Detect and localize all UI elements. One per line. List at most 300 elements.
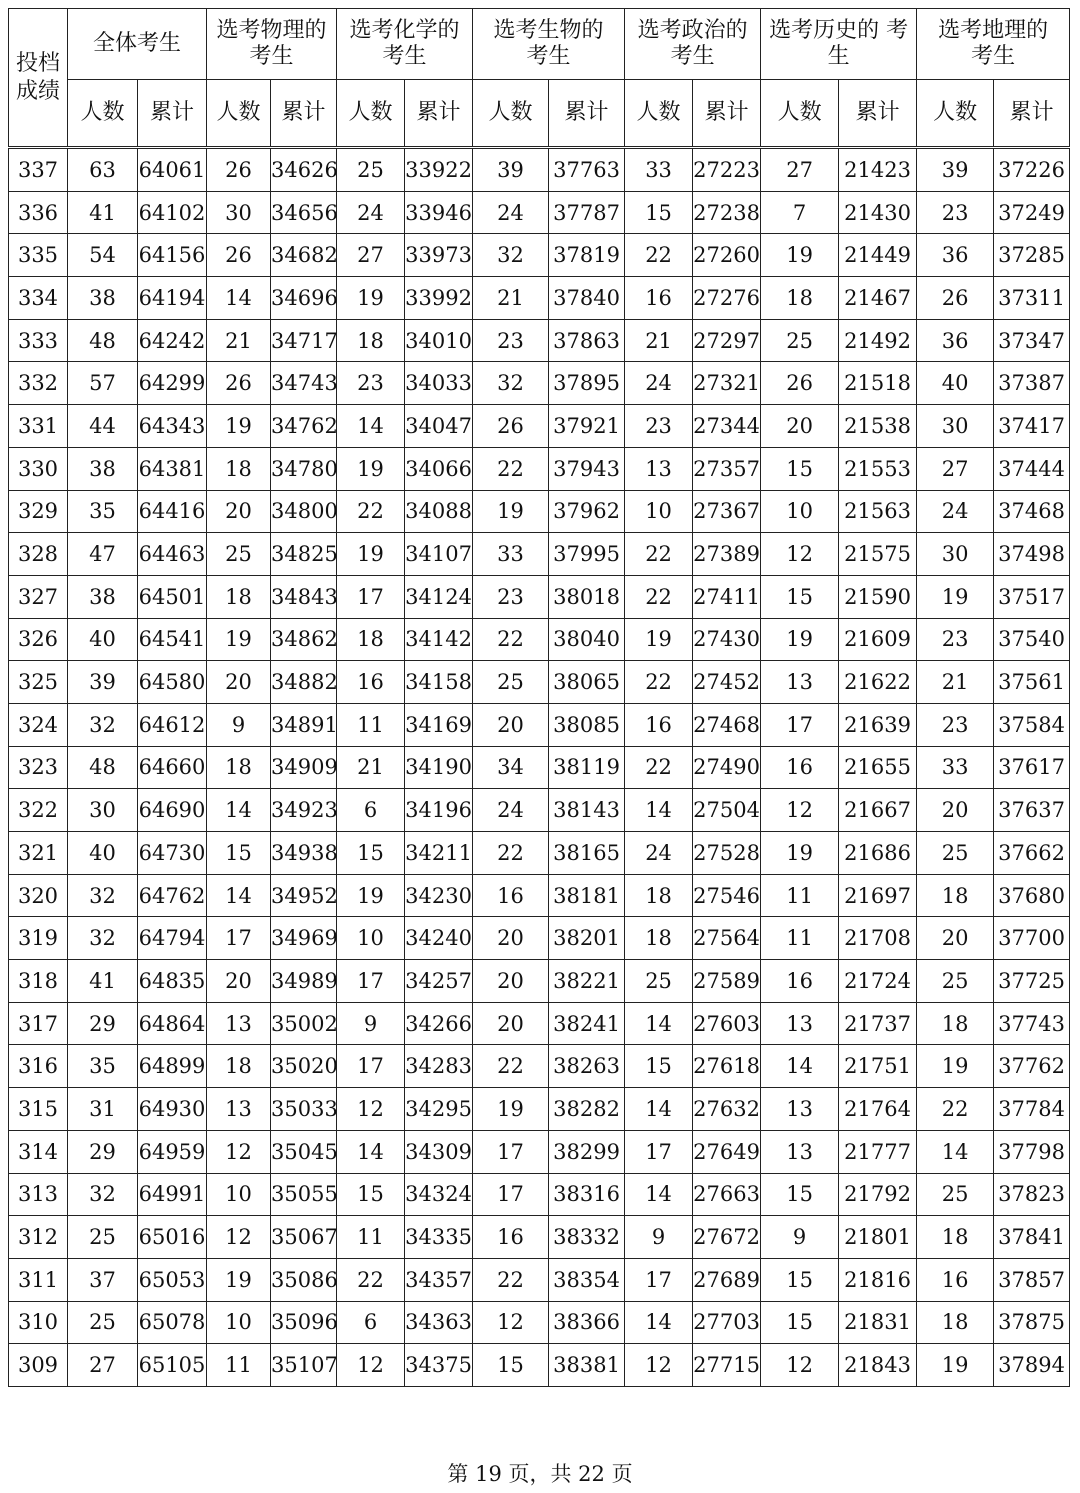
cumulative-cell: 27663 bbox=[693, 1173, 761, 1216]
count-cell: 17 bbox=[337, 1045, 405, 1088]
count-cell: 19 bbox=[207, 618, 271, 661]
score-cell: 310 bbox=[9, 1301, 68, 1344]
count-cell: 23 bbox=[917, 618, 994, 661]
group-header-line: 考生 bbox=[382, 44, 427, 69]
count-cell: 25 bbox=[917, 1173, 994, 1216]
count-cell: 14 bbox=[761, 1045, 839, 1088]
count-cell: 40 bbox=[68, 832, 138, 875]
cumulative-cell: 64580 bbox=[138, 661, 207, 704]
cumulative-header: 累计 bbox=[271, 80, 337, 148]
cumulative-cell: 37762 bbox=[994, 1045, 1070, 1088]
count-cell: 32 bbox=[68, 1173, 138, 1216]
group-header-3 bbox=[337, 9, 473, 80]
score-cell: 321 bbox=[9, 832, 68, 875]
count-cell: 19 bbox=[761, 832, 839, 875]
count-cell: 14 bbox=[337, 405, 405, 448]
count-cell: 30 bbox=[917, 533, 994, 576]
cumulative-cell: 38263 bbox=[549, 1045, 625, 1088]
group-header-line: 选考物理的 bbox=[216, 18, 327, 43]
cumulative-cell: 34088 bbox=[405, 490, 473, 533]
count-cell: 22 bbox=[625, 575, 693, 618]
cumulative-cell: 64463 bbox=[138, 533, 207, 576]
count-cell: 47 bbox=[68, 533, 138, 576]
score-cell: 314 bbox=[9, 1130, 68, 1173]
cumulative-cell: 34780 bbox=[271, 447, 337, 490]
cumulative-cell: 37819 bbox=[549, 234, 625, 277]
table-header bbox=[9, 9, 1070, 148]
count-cell: 22 bbox=[625, 746, 693, 789]
cumulative-cell: 27564 bbox=[693, 917, 761, 960]
count-cell: 30 bbox=[207, 191, 271, 234]
score-column-header-line: 成绩 bbox=[15, 78, 60, 104]
cumulative-cell: 21655 bbox=[839, 746, 917, 789]
cumulative-cell: 64242 bbox=[138, 319, 207, 362]
count-cell: 22 bbox=[473, 447, 549, 490]
cumulative-cell: 64061 bbox=[138, 148, 207, 192]
count-cell: 18 bbox=[917, 1002, 994, 1045]
count-cell: 23 bbox=[625, 405, 693, 448]
cumulative-cell: 37725 bbox=[994, 960, 1070, 1003]
count-cell: 15 bbox=[625, 1045, 693, 1088]
group-header-line: 选考化学的 bbox=[349, 18, 460, 43]
count-cell: 31 bbox=[68, 1088, 138, 1131]
count-cell: 38 bbox=[68, 277, 138, 320]
cumulative-cell: 27411 bbox=[693, 575, 761, 618]
score-cell: 326 bbox=[9, 618, 68, 661]
cumulative-cell: 34882 bbox=[271, 661, 337, 704]
cumulative-cell: 34283 bbox=[405, 1045, 473, 1088]
score-cell: 317 bbox=[9, 1002, 68, 1045]
cumulative-cell: 34142 bbox=[405, 618, 473, 661]
cumulative-cell: 34240 bbox=[405, 917, 473, 960]
cumulative-cell: 38040 bbox=[549, 618, 625, 661]
count-cell: 35 bbox=[68, 1045, 138, 1088]
group-header-line: 考生 bbox=[249, 44, 294, 69]
cumulative-cell: 38065 bbox=[549, 661, 625, 704]
cumulative-cell: 38241 bbox=[549, 1002, 625, 1045]
count-header: 人数 bbox=[761, 80, 839, 148]
cumulative-cell: 64864 bbox=[138, 1002, 207, 1045]
score-cell: 323 bbox=[9, 746, 68, 789]
cumulative-cell: 37285 bbox=[994, 234, 1070, 277]
count-cell: 6 bbox=[337, 789, 405, 832]
cumulative-cell: 21686 bbox=[839, 832, 917, 875]
count-cell: 11 bbox=[761, 917, 839, 960]
cumulative-cell: 37540 bbox=[994, 618, 1070, 661]
cumulative-cell: 37561 bbox=[994, 661, 1070, 704]
count-cell: 16 bbox=[337, 661, 405, 704]
count-cell: 14 bbox=[625, 1088, 693, 1131]
count-cell: 17 bbox=[625, 1258, 693, 1301]
count-cell: 19 bbox=[337, 533, 405, 576]
table-row bbox=[9, 746, 1070, 789]
count-cell: 12 bbox=[337, 1088, 405, 1131]
count-cell: 12 bbox=[207, 1216, 271, 1259]
cumulative-cell: 34800 bbox=[271, 490, 337, 533]
count-cell: 22 bbox=[473, 1258, 549, 1301]
count-cell: 12 bbox=[625, 1344, 693, 1387]
count-cell: 27 bbox=[68, 1344, 138, 1387]
count-cell: 19 bbox=[473, 490, 549, 533]
count-cell: 16 bbox=[761, 746, 839, 789]
count-cell: 32 bbox=[68, 703, 138, 746]
group-header-2 bbox=[207, 9, 337, 80]
count-cell: 19 bbox=[337, 874, 405, 917]
table-row bbox=[9, 277, 1070, 320]
cumulative-cell: 34196 bbox=[405, 789, 473, 832]
count-cell: 24 bbox=[625, 362, 693, 405]
group-header-line: 选考生物的 bbox=[493, 18, 604, 43]
group-header-line: 生 bbox=[827, 44, 850, 69]
cumulative-cell: 34717 bbox=[271, 319, 337, 362]
count-cell: 13 bbox=[761, 661, 839, 704]
count-cell: 36 bbox=[917, 319, 994, 362]
header-group-row bbox=[9, 9, 1070, 80]
count-cell: 20 bbox=[207, 960, 271, 1003]
cumulative-cell: 21708 bbox=[839, 917, 917, 960]
count-cell: 29 bbox=[68, 1002, 138, 1045]
score-distribution-table-wrapper bbox=[8, 8, 1069, 1387]
count-cell: 15 bbox=[761, 447, 839, 490]
count-cell: 19 bbox=[917, 1344, 994, 1387]
cumulative-cell: 37894 bbox=[994, 1344, 1070, 1387]
cumulative-cell: 34626 bbox=[271, 148, 337, 192]
table-row bbox=[9, 1173, 1070, 1216]
count-cell: 16 bbox=[473, 1216, 549, 1259]
group-header-6 bbox=[761, 9, 917, 80]
cumulative-cell: 34862 bbox=[271, 618, 337, 661]
count-cell: 18 bbox=[761, 277, 839, 320]
table-row bbox=[9, 661, 1070, 704]
cumulative-cell: 64299 bbox=[138, 362, 207, 405]
score-cell: 335 bbox=[9, 234, 68, 277]
count-cell: 9 bbox=[207, 703, 271, 746]
score-cell: 320 bbox=[9, 874, 68, 917]
count-cell: 11 bbox=[207, 1344, 271, 1387]
table-row bbox=[9, 362, 1070, 405]
count-cell: 17 bbox=[337, 960, 405, 1003]
count-cell: 13 bbox=[207, 1088, 271, 1131]
count-cell: 44 bbox=[68, 405, 138, 448]
cumulative-cell: 38221 bbox=[549, 960, 625, 1003]
score-cell: 333 bbox=[9, 319, 68, 362]
cumulative-cell: 65105 bbox=[138, 1344, 207, 1387]
cumulative-cell: 21590 bbox=[839, 575, 917, 618]
cumulative-cell: 37700 bbox=[994, 917, 1070, 960]
table-row bbox=[9, 1045, 1070, 1088]
count-cell: 16 bbox=[473, 874, 549, 917]
cumulative-cell: 35067 bbox=[271, 1216, 337, 1259]
count-cell: 12 bbox=[473, 1301, 549, 1344]
count-cell: 9 bbox=[761, 1216, 839, 1259]
score-cell: 322 bbox=[9, 789, 68, 832]
cumulative-cell: 38354 bbox=[549, 1258, 625, 1301]
count-cell: 25 bbox=[917, 960, 994, 1003]
cumulative-cell: 38085 bbox=[549, 703, 625, 746]
cumulative-cell: 64690 bbox=[138, 789, 207, 832]
cumulative-cell: 27430 bbox=[693, 618, 761, 661]
cumulative-cell: 64762 bbox=[138, 874, 207, 917]
cumulative-cell: 21777 bbox=[839, 1130, 917, 1173]
cumulative-cell: 35020 bbox=[271, 1045, 337, 1088]
score-cell: 313 bbox=[9, 1173, 68, 1216]
cumulative-cell: 64501 bbox=[138, 575, 207, 618]
table-row bbox=[9, 447, 1070, 490]
count-cell: 20 bbox=[473, 703, 549, 746]
cumulative-cell: 34656 bbox=[271, 191, 337, 234]
cumulative-cell: 64660 bbox=[138, 746, 207, 789]
count-cell: 14 bbox=[625, 789, 693, 832]
count-cell: 20 bbox=[917, 917, 994, 960]
cumulative-header: 累计 bbox=[549, 80, 625, 148]
count-cell: 26 bbox=[761, 362, 839, 405]
cumulative-cell: 38201 bbox=[549, 917, 625, 960]
count-cell: 11 bbox=[761, 874, 839, 917]
table-row bbox=[9, 319, 1070, 362]
cumulative-cell: 27468 bbox=[693, 703, 761, 746]
cumulative-cell: 27504 bbox=[693, 789, 761, 832]
count-cell: 22 bbox=[337, 490, 405, 533]
count-cell: 21 bbox=[207, 319, 271, 362]
group-header-5 bbox=[625, 9, 761, 80]
cumulative-cell: 64541 bbox=[138, 618, 207, 661]
count-cell: 26 bbox=[473, 405, 549, 448]
cumulative-cell: 27260 bbox=[693, 234, 761, 277]
cumulative-cell: 21737 bbox=[839, 1002, 917, 1045]
cumulative-cell: 33946 bbox=[405, 191, 473, 234]
cumulative-cell: 35045 bbox=[271, 1130, 337, 1173]
group-header-line: 选考政治的 bbox=[637, 18, 748, 43]
cumulative-cell: 65053 bbox=[138, 1258, 207, 1301]
cumulative-cell: 37417 bbox=[994, 405, 1070, 448]
score-cell: 337 bbox=[9, 148, 68, 192]
count-cell: 19 bbox=[625, 618, 693, 661]
count-cell: 20 bbox=[473, 1002, 549, 1045]
count-cell: 26 bbox=[207, 148, 271, 192]
count-cell: 14 bbox=[207, 874, 271, 917]
cumulative-cell: 27672 bbox=[693, 1216, 761, 1259]
count-cell: 57 bbox=[68, 362, 138, 405]
cumulative-cell: 37841 bbox=[994, 1216, 1070, 1259]
count-cell: 22 bbox=[625, 234, 693, 277]
cumulative-cell: 38332 bbox=[549, 1216, 625, 1259]
count-cell: 33 bbox=[473, 533, 549, 576]
count-cell: 23 bbox=[917, 191, 994, 234]
count-cell: 39 bbox=[68, 661, 138, 704]
table-row bbox=[9, 1344, 1070, 1387]
count-cell: 32 bbox=[473, 234, 549, 277]
count-cell: 20 bbox=[917, 789, 994, 832]
score-cell: 332 bbox=[9, 362, 68, 405]
cumulative-cell: 34375 bbox=[405, 1344, 473, 1387]
cumulative-cell: 34891 bbox=[271, 703, 337, 746]
count-cell: 14 bbox=[207, 277, 271, 320]
cumulative-cell: 27632 bbox=[693, 1088, 761, 1131]
cumulative-cell: 37662 bbox=[994, 832, 1070, 875]
score-cell: 309 bbox=[9, 1344, 68, 1387]
cumulative-cell: 37743 bbox=[994, 1002, 1070, 1045]
count-cell: 21 bbox=[473, 277, 549, 320]
count-cell: 39 bbox=[917, 148, 994, 192]
table-row bbox=[9, 618, 1070, 661]
group-header-1 bbox=[68, 9, 207, 80]
cumulative-cell: 34335 bbox=[405, 1216, 473, 1259]
count-cell: 22 bbox=[917, 1088, 994, 1131]
group-header-line: 选考历史的 考 bbox=[769, 18, 909, 43]
cumulative-cell: 34762 bbox=[271, 405, 337, 448]
count-header: 人数 bbox=[207, 80, 271, 148]
count-cell: 18 bbox=[625, 917, 693, 960]
count-cell: 25 bbox=[207, 533, 271, 576]
cumulative-cell: 21563 bbox=[839, 490, 917, 533]
cumulative-cell: 35055 bbox=[271, 1173, 337, 1216]
cumulative-cell: 34952 bbox=[271, 874, 337, 917]
count-cell: 18 bbox=[625, 874, 693, 917]
count-cell: 17 bbox=[207, 917, 271, 960]
cumulative-cell: 37863 bbox=[549, 319, 625, 362]
count-cell: 25 bbox=[473, 661, 549, 704]
count-cell: 14 bbox=[917, 1130, 994, 1173]
cumulative-cell: 34295 bbox=[405, 1088, 473, 1131]
table-row bbox=[9, 234, 1070, 277]
cumulative-cell: 34909 bbox=[271, 746, 337, 789]
cumulative-cell: 65016 bbox=[138, 1216, 207, 1259]
cumulative-cell: 27603 bbox=[693, 1002, 761, 1045]
cumulative-cell: 38282 bbox=[549, 1088, 625, 1131]
count-cell: 15 bbox=[337, 832, 405, 875]
cumulative-cell: 21622 bbox=[839, 661, 917, 704]
cumulative-cell: 64899 bbox=[138, 1045, 207, 1088]
count-cell: 32 bbox=[473, 362, 549, 405]
count-cell: 48 bbox=[68, 319, 138, 362]
cumulative-cell: 37798 bbox=[994, 1130, 1070, 1173]
cumulative-cell: 37962 bbox=[549, 490, 625, 533]
group-header-line: 考生 bbox=[526, 44, 571, 69]
count-cell: 30 bbox=[917, 405, 994, 448]
count-cell: 23 bbox=[473, 575, 549, 618]
cumulative-cell: 21792 bbox=[839, 1173, 917, 1216]
cumulative-cell: 33973 bbox=[405, 234, 473, 277]
score-distribution-table bbox=[8, 8, 1070, 1387]
count-cell: 34 bbox=[473, 746, 549, 789]
count-cell: 27 bbox=[917, 447, 994, 490]
cumulative-cell: 21575 bbox=[839, 533, 917, 576]
count-cell: 30 bbox=[68, 789, 138, 832]
cumulative-cell: 37763 bbox=[549, 148, 625, 192]
cumulative-cell: 35096 bbox=[271, 1301, 337, 1344]
count-cell: 10 bbox=[207, 1173, 271, 1216]
count-cell: 11 bbox=[337, 703, 405, 746]
count-cell: 24 bbox=[625, 832, 693, 875]
cumulative-cell: 37895 bbox=[549, 362, 625, 405]
count-cell: 22 bbox=[337, 1258, 405, 1301]
cumulative-cell: 27589 bbox=[693, 960, 761, 1003]
count-header: 人数 bbox=[337, 80, 405, 148]
count-cell: 19 bbox=[337, 277, 405, 320]
table-row bbox=[9, 874, 1070, 917]
cumulative-cell: 21831 bbox=[839, 1301, 917, 1344]
cumulative-cell: 37943 bbox=[549, 447, 625, 490]
count-cell: 15 bbox=[761, 1301, 839, 1344]
cumulative-header: 累计 bbox=[405, 80, 473, 148]
count-cell: 11 bbox=[337, 1216, 405, 1259]
table-row bbox=[9, 148, 1070, 192]
table-row bbox=[9, 789, 1070, 832]
cumulative-cell: 34969 bbox=[271, 917, 337, 960]
cumulative-cell: 21609 bbox=[839, 618, 917, 661]
count-cell: 19 bbox=[761, 234, 839, 277]
count-cell: 18 bbox=[207, 746, 271, 789]
cumulative-cell: 37680 bbox=[994, 874, 1070, 917]
count-cell: 17 bbox=[473, 1173, 549, 1216]
score-cell: 319 bbox=[9, 917, 68, 960]
score-column-header bbox=[9, 9, 68, 148]
table-row bbox=[9, 1301, 1070, 1344]
count-cell: 18 bbox=[337, 319, 405, 362]
cumulative-cell: 27357 bbox=[693, 447, 761, 490]
cumulative-cell: 27297 bbox=[693, 319, 761, 362]
count-cell: 19 bbox=[473, 1088, 549, 1131]
count-cell: 13 bbox=[625, 447, 693, 490]
cumulative-cell: 38181 bbox=[549, 874, 625, 917]
count-cell: 14 bbox=[207, 789, 271, 832]
cumulative-cell: 37921 bbox=[549, 405, 625, 448]
count-cell: 25 bbox=[917, 832, 994, 875]
count-cell: 16 bbox=[761, 960, 839, 1003]
cumulative-cell: 21724 bbox=[839, 960, 917, 1003]
cumulative-cell: 21751 bbox=[839, 1045, 917, 1088]
table-row bbox=[9, 490, 1070, 533]
count-cell: 38 bbox=[68, 447, 138, 490]
count-cell: 25 bbox=[761, 319, 839, 362]
cumulative-header: 累计 bbox=[693, 80, 761, 148]
count-cell: 17 bbox=[761, 703, 839, 746]
count-cell: 18 bbox=[207, 447, 271, 490]
count-cell: 22 bbox=[625, 533, 693, 576]
count-cell: 33 bbox=[917, 746, 994, 789]
score-cell: 329 bbox=[9, 490, 68, 533]
count-cell: 10 bbox=[207, 1301, 271, 1344]
table-row bbox=[9, 703, 1070, 746]
cumulative-cell: 34266 bbox=[405, 1002, 473, 1045]
count-cell: 26 bbox=[207, 234, 271, 277]
cumulative-cell: 27689 bbox=[693, 1258, 761, 1301]
cumulative-cell: 27389 bbox=[693, 533, 761, 576]
cumulative-cell: 37995 bbox=[549, 533, 625, 576]
cumulative-cell: 34010 bbox=[405, 319, 473, 362]
count-cell: 23 bbox=[917, 703, 994, 746]
cumulative-cell: 27321 bbox=[693, 362, 761, 405]
group-header-7 bbox=[917, 9, 1070, 80]
cumulative-cell: 64102 bbox=[138, 191, 207, 234]
count-cell: 48 bbox=[68, 746, 138, 789]
cumulative-cell: 34158 bbox=[405, 661, 473, 704]
cumulative-cell: 27238 bbox=[693, 191, 761, 234]
cumulative-cell: 27715 bbox=[693, 1344, 761, 1387]
cumulative-cell: 37617 bbox=[994, 746, 1070, 789]
cumulative-cell: 64959 bbox=[138, 1130, 207, 1173]
count-cell: 19 bbox=[761, 618, 839, 661]
count-cell: 27 bbox=[761, 148, 839, 192]
cumulative-cell: 33992 bbox=[405, 277, 473, 320]
cumulative-cell: 21492 bbox=[839, 319, 917, 362]
count-cell: 14 bbox=[625, 1173, 693, 1216]
table-row bbox=[9, 533, 1070, 576]
table-row bbox=[9, 832, 1070, 875]
count-cell: 22 bbox=[473, 618, 549, 661]
count-cell: 26 bbox=[207, 362, 271, 405]
header-sub-row bbox=[9, 80, 1070, 148]
